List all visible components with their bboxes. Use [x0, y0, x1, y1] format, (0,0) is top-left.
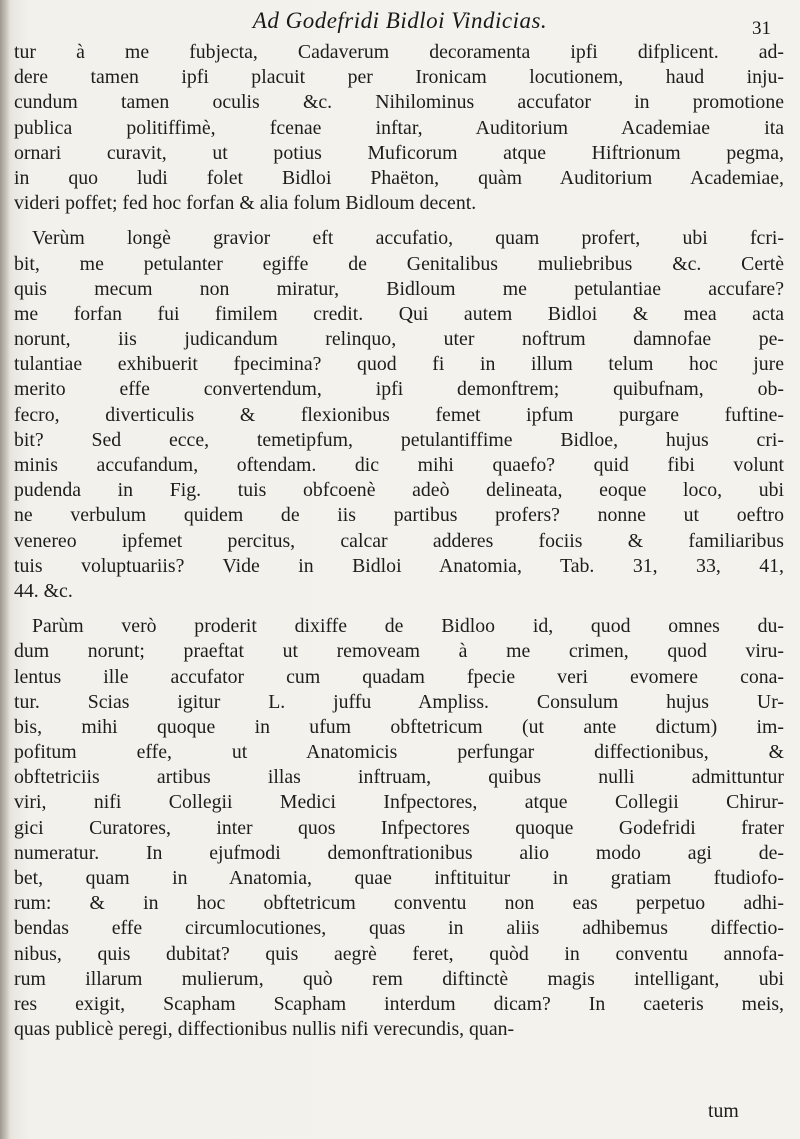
text-line: res exigit, Scapham Scapham interdum dicam? In caeteris meis, — [14, 992, 784, 1015]
text-line: bendas effe circumlocutiones, quas in aliis adhibemus diffectio- — [14, 917, 784, 940]
paragraph — [14, 40, 784, 216]
text-line: nibus, quis dubitat? quis aegrè feret, quòd in conventu annofa- — [14, 942, 784, 965]
text-line: bit? Sed ecce, temetipfum, petulantiffime Bidloe, hujus cri- — [14, 428, 784, 451]
text-line: in quo ludi folet Bidloi Phaëton, quàm Auditorium Academiae, — [14, 166, 784, 189]
text-line: gici Curatores, inter quos Infpectores quoque Godefridi frater — [14, 816, 784, 839]
text-line: bit, me petulanter egiffe de Genitalibus muliebribus &c. Certè — [14, 252, 784, 275]
text-line: venereo ipfemet percitus, calcar adderes fociis & familiaribus — [14, 529, 784, 552]
text-line: merito effe convertendum, ipfi demonftrem; quibufnam, ob- — [14, 378, 784, 401]
text-line: cundum tamen oculis &c. Nihilominus accufator in promotione — [14, 91, 784, 114]
text-line: viri, nifi Collegii Medici Infpectores, atque Collegii Chirur- — [14, 791, 784, 814]
text-line: me forfan fui fimilem credit. Qui autem Bidloi & mea acta — [14, 302, 784, 325]
text-line: tur à me fubjecta, Cadaverum decoramenta ipfi difplicent. ad- — [14, 41, 784, 63]
text-line: ornari curavit, ut potius Muficorum atque Hiftrionum pegma, — [14, 141, 784, 164]
text-line: numeratur. In ejufmodi demonftrationibus alio modo agi de- — [14, 841, 784, 864]
text-line: dum norunt; praeftat ut removeam à me crimen, quod viru- — [14, 640, 784, 663]
text-line: norunt, iis judicandum relinquo, uter noftrum damnofae pe- — [14, 328, 784, 351]
text-line: pofitum effe, ut Anatomicis perfungar diffectionibus, & — [14, 741, 784, 764]
paragraph — [14, 614, 784, 1042]
text-line: quis mecum non miratur, Bidloum me petulantiae accufare? — [14, 277, 784, 300]
text-line: publica politiffimè, fcenae inftar, Auditorium Academiae ita — [14, 116, 784, 139]
text-line: Verùm longè gravior eft accufatio, quam profert, ubi fcri- — [32, 227, 784, 250]
text-line: pudenda in Fig. tuis obfcoenè adeò delineata, eoque loco, ubi — [14, 479, 784, 502]
text-line: videri poffet; fed hoc forfan & alia folum Bidloum decent. — [14, 192, 477, 215]
text-line: tur. Scias igitur L. juffu Ampliss. Consulum hujus Ur- — [14, 690, 784, 713]
text-line: lentus ille accufator cum quadam fpecie veri evomere cona- — [14, 665, 784, 688]
text-line: minis accufandum, oftendam. dic mihi quaefo? quid fibi volunt — [14, 454, 784, 476]
text-line: quas publicè peregi, diffectionibus nullis nifi verecundis, quan- — [14, 1018, 515, 1041]
paragraphs — [14, 40, 784, 1042]
text-line: dere tamen ipfi placuit per Ironicam locutionem, haud inju- — [14, 66, 784, 89]
text-line: bis, mihi quoque in ufum obftetricum (ut ante dictum) im- — [14, 715, 784, 738]
text-block — [14, 40, 784, 1042]
text-line: rum: & in hoc obftetricum conventu non eas perpetuo adhi- — [14, 892, 784, 915]
text-line: tuis voluptuariis? Vide in Bidloi Anatomia, Tab. 31, 33, 41, — [14, 554, 784, 577]
text-line: Parùm verò proderit dixiffe de Bidloo id, quod omnes du- — [32, 615, 784, 638]
text-line: ne verbulum quidem de iis partibus profers? nonne ut oeftro — [14, 504, 784, 527]
text-line: tulantiae exhibuerit fpecimina? quod fi in illum telum hoc jure — [14, 353, 784, 376]
text-line: fecro, diverticulis & flexionibus femet ipfum purgare fuftine- — [14, 403, 784, 426]
text-line: rum illarum mulierum, quò rem diftinctè magis intelligant, ubi — [14, 967, 784, 990]
spine-shadow — [0, 0, 10, 1139]
page-number: 31 — [752, 18, 771, 39]
catchword: tum — [708, 1100, 739, 1122]
paragraph — [14, 226, 784, 604]
text-line: obftetriciis artibus illas inftruam, quibus nulli admittuntur — [14, 766, 784, 789]
running-head: Ad Godefridi Bidloi Vindicias. — [252, 8, 548, 33]
text-line: 44. &c. — [14, 579, 73, 602]
text-line: bet, quam in Anatomia, quae inftituitur in gratiam ftudiofo- — [14, 867, 784, 889]
